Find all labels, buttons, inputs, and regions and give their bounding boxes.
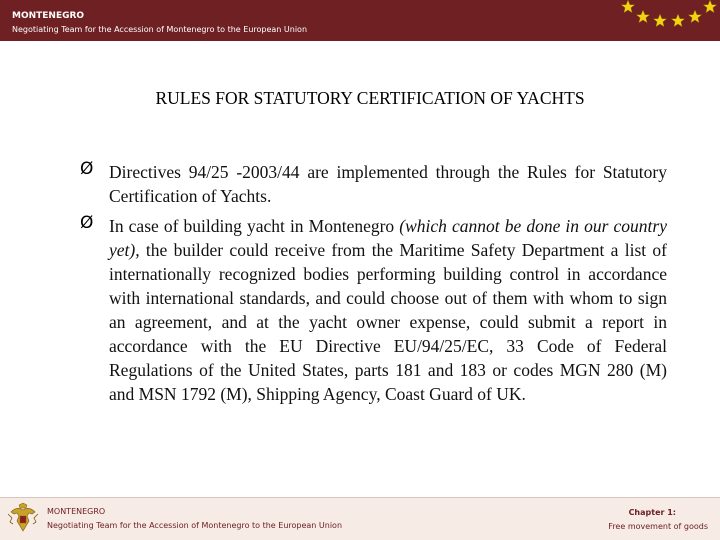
header-subtitle: Negotiating Team for the Accession of Montenegro to the European Union xyxy=(12,25,308,34)
footer-org: MONTENEGRO xyxy=(47,507,106,516)
footer-subtitle: Negotiating Team for the Accession of Montenegro to the European Union xyxy=(47,521,343,530)
footer-chapter: Chapter 1: xyxy=(628,508,676,517)
bullet-text-2-rest: the builder could receive from the Maritime Safety Department a list of internationally recognized bodies performing building control in accordance with international standards, and could choose out of them with whom to sign an agreement, and at the yacht owner expense, could submit a report in accordance with the EU Directive EU/94/25/EC, 33 Code of Federal Regulations of the United States, parts 181 and 183 or codes MGN 280 (M) and MSN 1792 (M), Shipping Agency, Coast Guard of UK. xyxy=(109,240,667,404)
bullet-arrow-icon: Ø xyxy=(80,159,94,179)
bullet-text-2-start: In case of building yacht in Montenegro xyxy=(109,216,400,236)
bullet-text-2-italic: (which cannot be done in our country yet), xyxy=(109,216,667,260)
eu-stars-icon xyxy=(612,0,720,41)
bullet-text-1: Directives 94/25 -2003/44 are implemented through the Rules for Statutory Certification of Yachts. xyxy=(109,162,667,206)
footer-topic: Free movement of goods xyxy=(608,522,708,531)
header-bar xyxy=(0,0,720,41)
montenegro-crest-icon xyxy=(5,502,41,538)
bullet-text-2 xyxy=(109,214,667,406)
bullet-arrow-icon: Ø xyxy=(80,213,94,233)
slide-title: RULES FOR STATUTORY CERTIFICATION OF YACHTS xyxy=(155,88,585,108)
footer-bar xyxy=(0,498,720,540)
header-org: MONTENEGRO xyxy=(12,11,85,21)
